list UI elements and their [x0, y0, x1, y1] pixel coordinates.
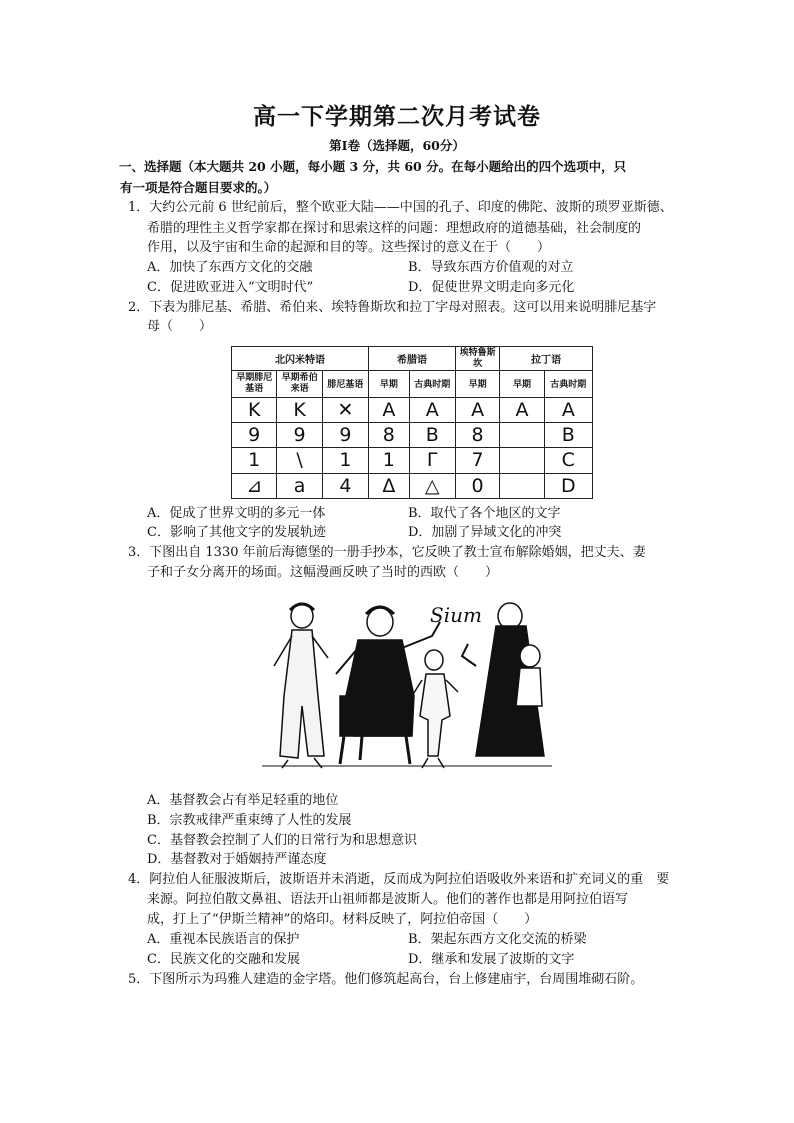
q4-line-3: 成，打上了“伊斯兰精神”的烙印。材料反映了，阿拉伯帝国（ ） — [147, 912, 538, 927]
table-cell: 1 — [232, 448, 277, 473]
table-col-header: 古典时期 — [409, 371, 455, 397]
q3-line-2: 子和子女分离开的场面。这幅漫画反映了当时的西欧（ ） — [147, 565, 499, 580]
table-cell: 8 — [369, 422, 409, 447]
table-col-header: 腓尼基语 — [322, 371, 368, 397]
q2-option-c[interactable]: C．影响了其他文字的发展轨迹 — [147, 525, 326, 540]
table-cell: 9 — [277, 422, 322, 447]
table-cell: 8 — [455, 422, 499, 447]
q3-option-a[interactable]: A．基督教会占有举足轻重的地位 — [147, 793, 339, 808]
table-cell — [500, 473, 544, 498]
table-cell: A — [409, 397, 455, 422]
table-cell — [500, 448, 544, 473]
q3-option-c[interactable]: C．基督教会控制了人们的日常行为和思想意识 — [147, 833, 417, 848]
section-line-2: 有一项是符合题目要求的。） — [120, 180, 277, 195]
table-cell: A — [544, 397, 592, 422]
table-cell: 0 — [455, 473, 499, 498]
table-cell: 1 — [369, 448, 409, 473]
table-group-header: 埃特鲁斯坎 — [455, 347, 499, 371]
table-cell: D — [544, 473, 592, 498]
table-cell: 9 — [322, 422, 368, 447]
q3-option-d[interactable]: D．基督教对于婚姻持严谨态度 — [147, 852, 327, 867]
table-cell: A — [455, 397, 499, 422]
table-col-header: 早期希伯来语 — [277, 371, 322, 397]
section-line-1: 一、选择题（本大题共 20 小题，每小题 3 分，共 60 分。在每小题给出的四个选项中，只 — [119, 159, 627, 174]
q2-option-d[interactable]: D．加剧了异域文化的冲突 — [408, 525, 562, 540]
table-cell: C — [544, 448, 592, 473]
table-cell: 4 — [322, 473, 368, 498]
section-instructions — [120, 156, 690, 198]
table-cell: ✕ — [322, 397, 368, 422]
table-cell: Δ — [369, 473, 409, 498]
q1-line-3: 作用，以及宇宙和生命的起源和目的等。这些探讨的意义在于（ ） — [147, 240, 551, 255]
q1-option-c[interactable]: C．促进欧亚进入“文明时代” — [147, 280, 314, 295]
q3-line-1: 3．下图出自 1330 年前后海德堡的一册手抄本，它反映了教士宣布解除婚姻，把丈夫、妻 — [128, 545, 646, 560]
table-cell — [500, 422, 544, 447]
q4-option-d[interactable]: D．继承和发展了波斯的文字 — [408, 952, 575, 967]
table-group-header: 拉丁语 — [500, 347, 593, 371]
q1-line-2: 希腊的理性主义哲学家都在探讨和思索这样的问题：理想政府的道德基础，社会制度的 — [147, 221, 642, 236]
table-cell: \ — [277, 448, 322, 473]
q4-line-1: 4．阿拉伯人征服波斯后，波斯语并未消逝，反而成为阿拉伯语吸收外来语和扩充词义的重 要 — [128, 872, 670, 887]
table-cell: K — [232, 397, 277, 422]
q4-option-a[interactable]: A．重视本民族语言的保护 — [147, 932, 300, 947]
figure-caption: Sium — [430, 603, 482, 627]
table-col-header: 早期 — [455, 371, 499, 397]
q2-option-a[interactable]: A．促成了世界文明的多元一体 — [147, 506, 326, 521]
q4-line-2: 来源。阿拉伯散文鼻祖、语法开山祖师都是波斯人。他们的著作也都是用阿拉伯语写 — [147, 892, 629, 907]
table-cell: Γ — [409, 448, 455, 473]
table-cell: a — [277, 473, 322, 498]
table-cell: A — [500, 397, 544, 422]
table-col-header: 早期 — [369, 371, 409, 397]
page-subtitle: 第Ⅰ卷（选择题，60分） — [329, 138, 465, 153]
table-cell: K — [277, 397, 322, 422]
q2-option-b[interactable]: B．取代了各个地区的文字 — [408, 506, 561, 521]
table-cell: B — [409, 422, 455, 447]
table-cell: 1 — [322, 448, 368, 473]
q1-option-a[interactable]: A．加快了东西方文化的交融 — [147, 260, 313, 275]
table-cell: ⊿ — [232, 473, 277, 498]
q4-option-b[interactable]: B．架起东西方文化交流的桥梁 — [408, 932, 587, 947]
q5-line-1: 5．下图所示为玛雅人建造的金字塔。他们修筑起高台，台上修建庙宇，台周围堆砌石阶。 — [128, 972, 644, 987]
q2-line-1: 2．下表为腓尼基、希腊、希伯来、埃特鲁斯坎和拉丁字母对照表。这可以用来说明腓尼基字 — [128, 300, 657, 315]
table-col-header: 早期 — [500, 371, 544, 397]
table-group-header: 希腊语 — [369, 347, 456, 371]
table-cell: 7 — [455, 448, 499, 473]
alphabet-table — [231, 346, 593, 499]
q2-line-2: 母（ ） — [147, 319, 213, 334]
q4-option-c[interactable]: C．民族文化的交融和发展 — [147, 952, 300, 967]
q1-option-b[interactable]: B．导致东西方价值观的对立 — [408, 260, 574, 275]
q1-line-1: 1．大约公元前 6 世纪前后，整个欧亚大陆——中国的孔子、印度的佛陀、波斯的琐罗亚斯德、 — [128, 200, 673, 215]
table-cell: 9 — [232, 422, 277, 447]
table-cell: △ — [409, 473, 455, 498]
table-col-header: 古典时期 — [544, 371, 592, 397]
table-cell: B — [544, 422, 592, 447]
table-cell: A — [369, 397, 409, 422]
manuscript-illustration — [262, 596, 552, 776]
table-group-header: 北闪米特语 — [232, 347, 369, 371]
q3-option-b[interactable]: B．宗教戒律严重束缚了人性的发展 — [147, 813, 352, 828]
q1-option-d[interactable]: D．促使世界文明走向多元化 — [408, 280, 575, 295]
table-col-header: 早期腓尼基语 — [232, 371, 277, 397]
page-title: 高一下学期第二次月考试卷 — [253, 103, 541, 130]
